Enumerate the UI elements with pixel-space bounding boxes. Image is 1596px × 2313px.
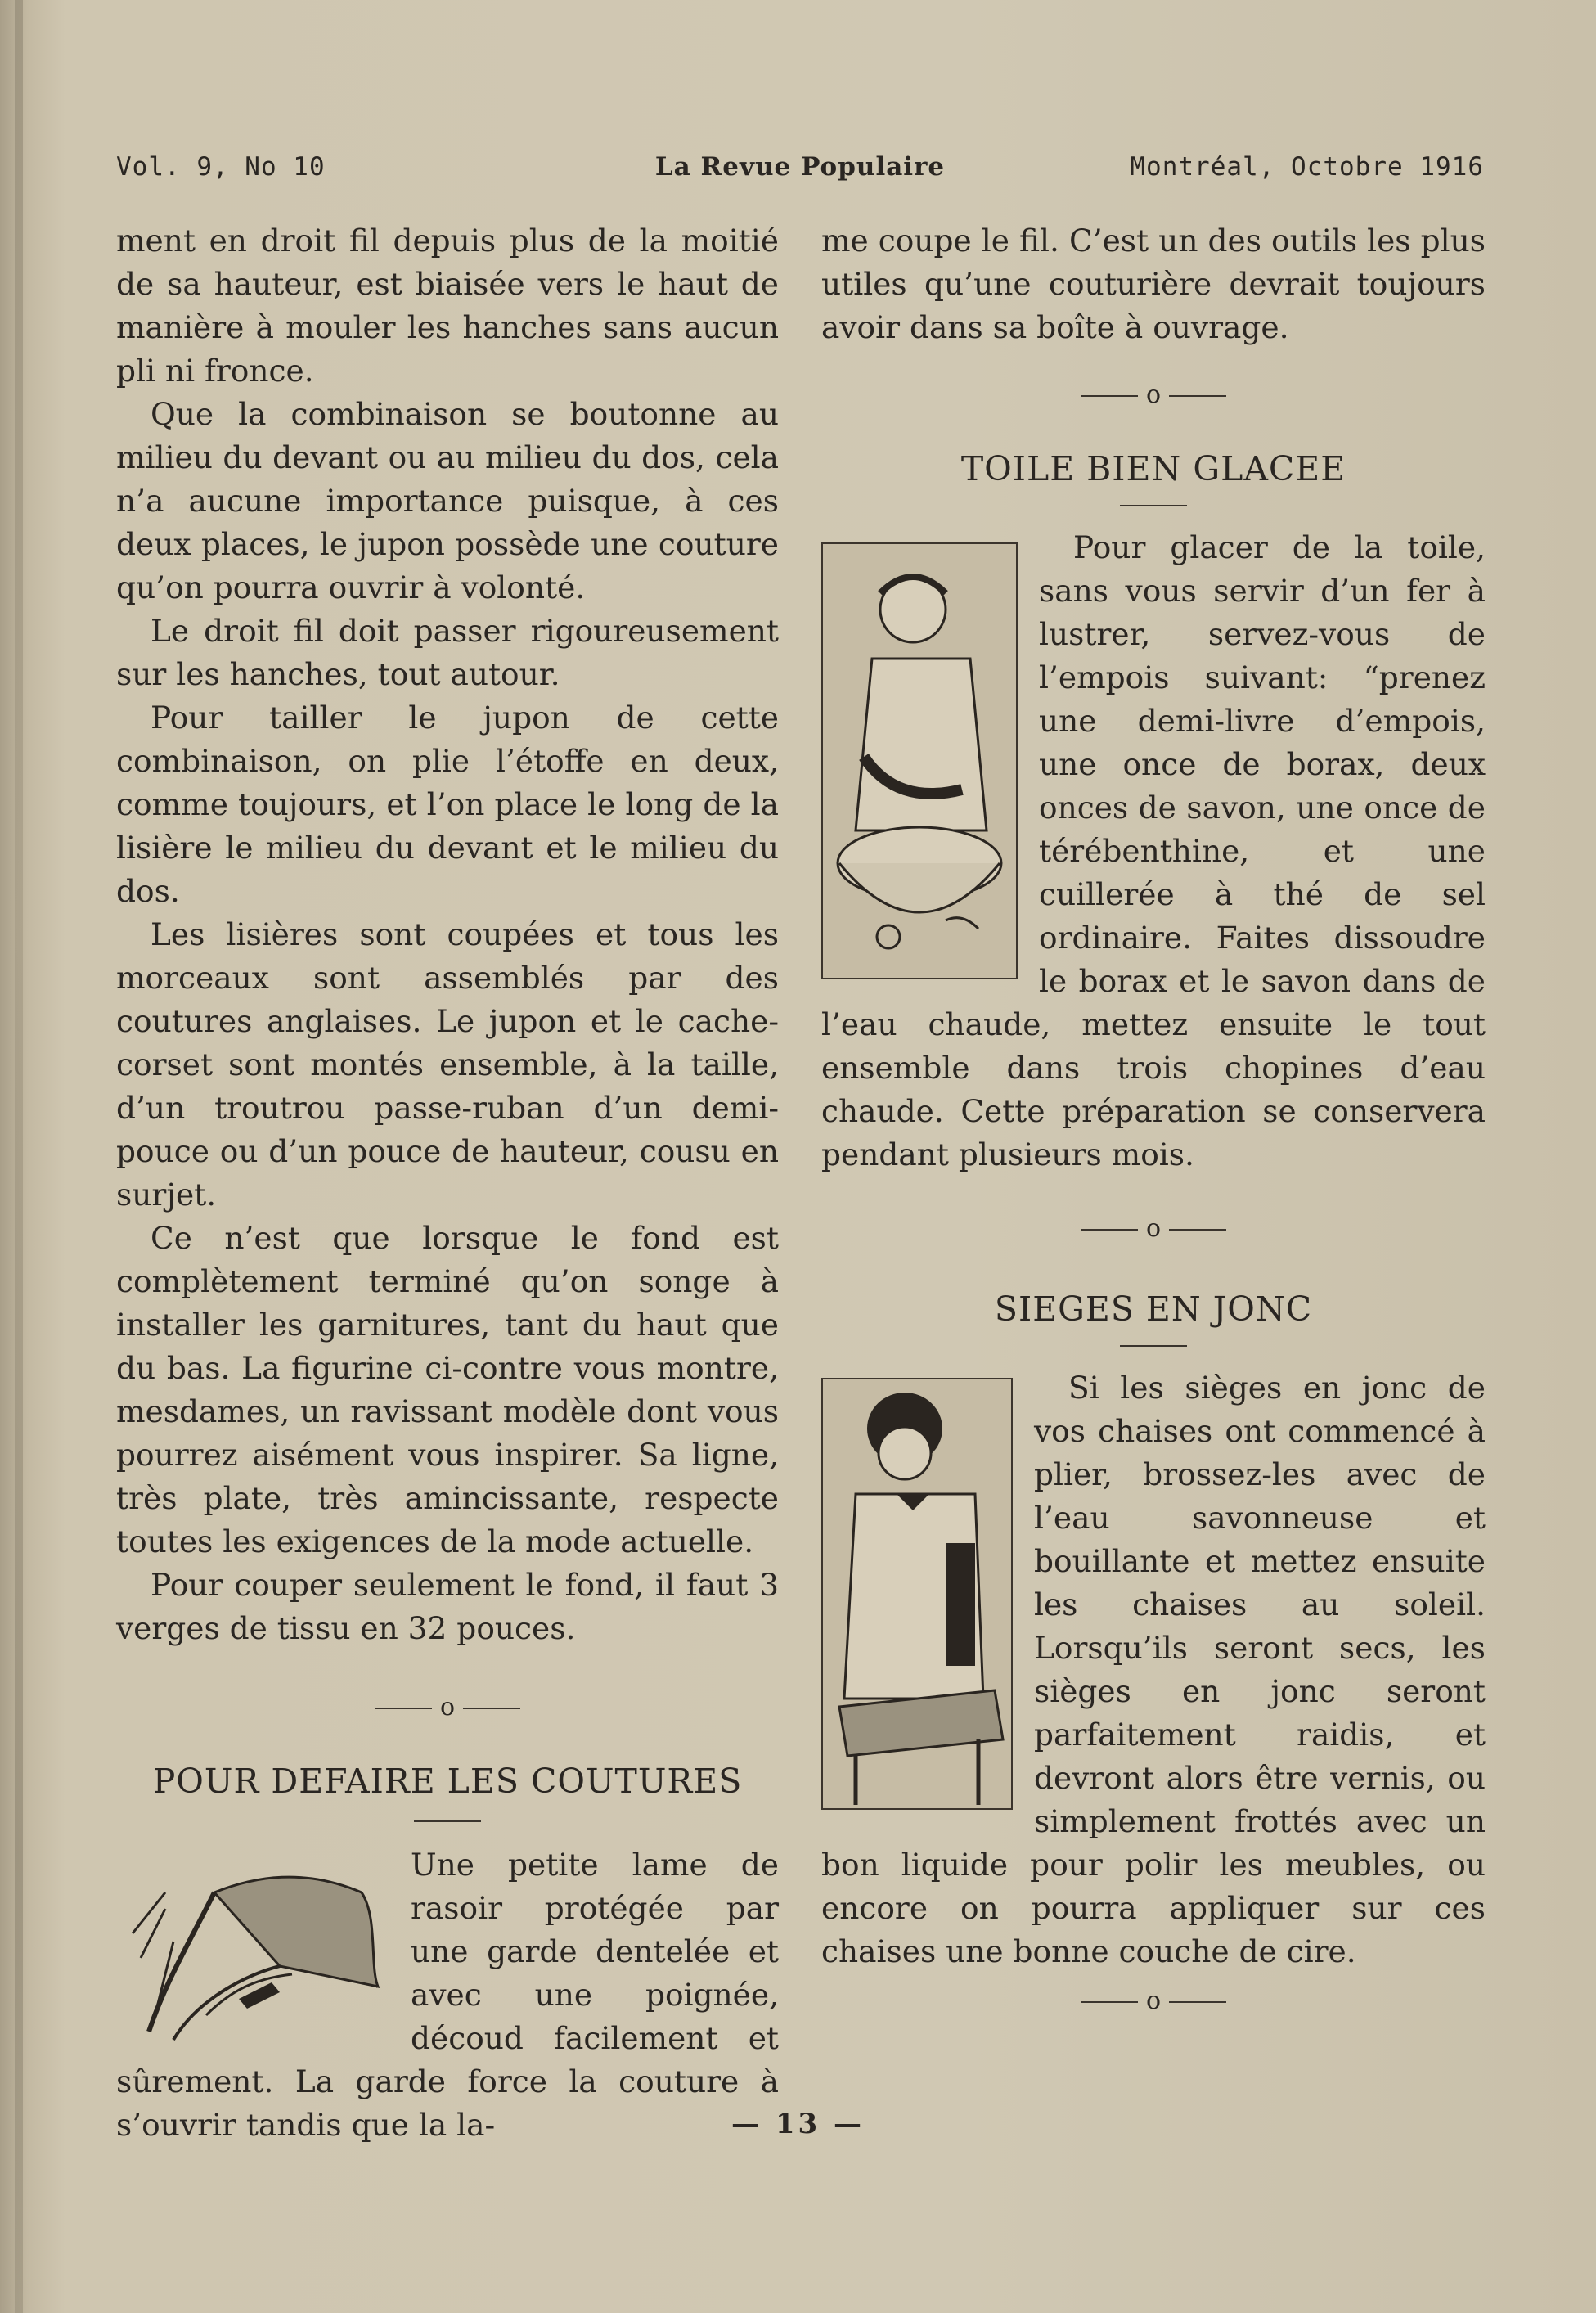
section-heading: TOILE BIEN GLACEE: [960, 449, 1346, 488]
right-column: [821, 219, 1486, 2018]
heading-rule: [414, 1820, 481, 1822]
section-separator: o: [821, 1985, 1486, 2018]
left-column: [116, 219, 779, 2147]
paragraph: Les lisières sont coupées et tous les morceaux sont assemblés par des coutures anglaises. Le jupon et le cache-corset sont montés ensemble, à la taille, d’un troutrou passe-ruban d’un demi-pouce ou d’un pouce de hauteur, cousu en surjet.: [116, 916, 779, 1213]
page-number: — 13 —: [731, 2108, 865, 2140]
binding-edge: [15, 0, 23, 2313]
heading-rule: [1120, 505, 1187, 506]
paragraph: Que la combinaison se boutonne au milieu du devant ou au milieu du dos, cela n’a aucune importance puisque, à ces deux places, le jupon possède une couture qu’on pourra ouvrir à volonté.: [116, 396, 779, 605]
running-header: [116, 152, 1484, 190]
volume-issue: Vol. 9, No 10: [116, 152, 326, 182]
paragraph: Pour glacer de la toile, sans vous servir d’un fer à lustrer, servez-vous de l’empois suivant: “prenez une demi-livre d’empois, une once de borax, deux onces de savon, une once de térébenthine, et une cuillerée à thé de sel ordinaire. Faites dissoudre le borax et le savon dans de l’eau chaude, mettez ensuite le tout ensemble dans trois chopines d’eau chaude. Cette préparation se conservera pendant plusieurs mois.: [821, 529, 1486, 1172]
section-heading: SIEGES EN JONC: [994, 1289, 1313, 1329]
section-separator: o: [821, 1213, 1486, 1245]
paragraph: ment en droit fil depuis plus de la moitié de sa hauteur, est biaisée vers le haut de manière à mouler les hanches sans aucun pli ni fronce.: [116, 223, 779, 389]
place-date: Montréal, Octobre 1916: [1130, 152, 1484, 182]
section-separator: o: [821, 379, 1486, 412]
paragraph: Pour tailler le jupon de cette combinaison, on plie l’étoffe en deux, comme toujours, et l’on place le long de la lisière le milieu du devant et le milieu du dos.: [116, 700, 779, 909]
woman-chair-illustration: [821, 1378, 1013, 1810]
paragraph: Ce n’est que lorsque le fond est complètement terminé qu’on songe à installer les garnitures, tant du haut que du bas. La figurine ci-contre vous montre, mesdames, un ravissant modèle dont vous pourrez aisément vous inspirer. Sa ligne, très plate, très amincissante, respecte toutes les exigences de la mode actuelle.: [116, 1220, 779, 1559]
section-heading: POUR DEFAIRE LES COUTURES: [152, 1762, 743, 1801]
paragraph: Si les sièges en jonc de vos chaises ont commencé à plier, brossez-les avec de l’eau savonneuse et bouillante et mettez ensuite les chaises au soleil. Lorsqu’ils seront secs, les sièges en jonc seront parfaitement raidis, et devront alors être vernis, ou simplement frottés avec un bon liquide pour polir les meubles, ou encore on pourra appliquer sur ces chaises une bonne couche de cire.: [821, 1370, 1486, 1969]
publication-title: La Revue Populaire: [654, 152, 946, 182]
heading-rule: [1120, 1345, 1187, 1347]
paragraph: Le droit fil doit passer rigoureusement sur les hanches, tout autour.: [116, 613, 779, 692]
seam-ripper-illustration: [116, 1843, 389, 2048]
paragraph: Une petite lame de rasoir protégée par une garde dentelée et avec une poignée, découd facilement et sûrement. La garde force la couture à s’ouvrir tandis que la la-: [116, 1847, 779, 2143]
section-separator: o: [116, 1691, 779, 1724]
paragraph: me coupe le fil. C’est un des outils les plus utiles qu’une couturière devrait toujours avoir dans sa boîte à ouvrage.: [821, 223, 1486, 345]
paragraph: Pour couper seulement le fond, il faut 3 verges de tissu en 32 pouces.: [116, 1567, 779, 1646]
woman-starching-illustration: [821, 542, 1018, 979]
